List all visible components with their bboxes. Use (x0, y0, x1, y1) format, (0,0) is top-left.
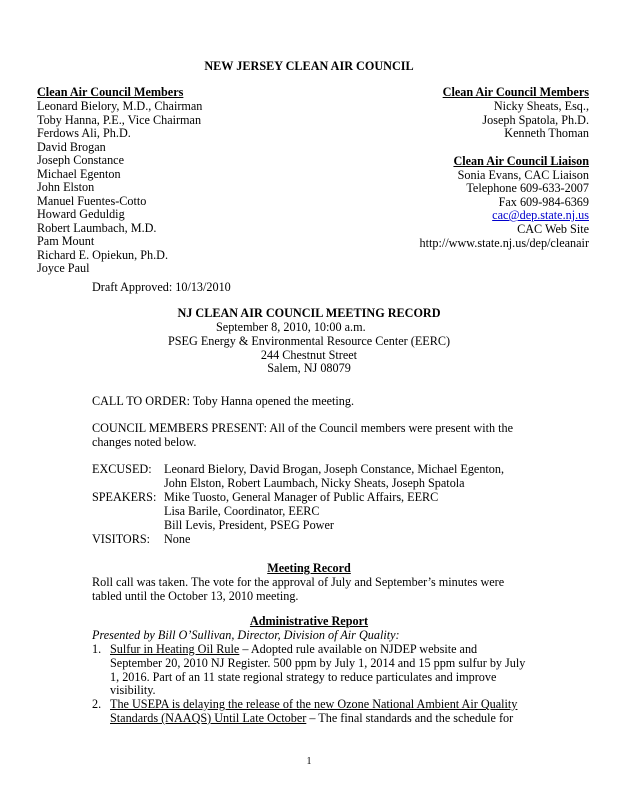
meeting-record-line-1: Roll call was taken. The vote for the approval of July and September’s minutes were (92, 575, 505, 589)
speaker-1: Mike Tuosto, General Manager of Public Affairs, EERC (164, 490, 439, 504)
item-2-rest: – The final standards and the schedule for (306, 711, 514, 725)
presented-by: Presented by Bill O’Sullivan, Director, Division of Air Quality: (92, 628, 400, 642)
item-1-number: 1. (92, 642, 102, 656)
record-heading: NJ CLEAN AIR COUNCIL MEETING RECORD (177, 306, 441, 320)
left-member-item: Joseph Constance (37, 153, 124, 167)
item-2-line-2 (110, 712, 513, 726)
item-1-line-3: 1, 2016. Part of an 11 state regional strategy to reduce particulates and improve (110, 670, 497, 684)
left-member-item: Robert Laumbach, M.D. (37, 220, 157, 235)
left-members-header: Clean Air Council Members (37, 85, 184, 99)
draft-approved: Draft Approved: 10/13/2010 (92, 280, 231, 294)
item-2-title-line-2: Standards (NAAQS) Until Late October (110, 711, 307, 725)
left-member-item: Ferdows Ali, Ph.D. (37, 126, 131, 140)
visitors-label: VISITORS: (92, 532, 151, 546)
speaker-3: Bill Levis, President, PSEG Power (164, 518, 334, 532)
website-label: CAC Web Site (517, 222, 589, 236)
right-member-item: Nicky Sheats, Esq., (493, 99, 589, 113)
record-date: September 8, 2010, 10:00 a.m. (216, 320, 366, 334)
item-2-number: 2. (92, 697, 102, 711)
item-1-rest: – Adopted rule available on NJDEP website and (239, 642, 478, 656)
liaison-email-link[interactable]: cac@dep.state.nj.us (492, 208, 589, 222)
left-member-item: Pam Mount (37, 234, 95, 248)
excused-line-1: Leonard Bielory, David Brogan, Joseph Constance, Michael Egenton, (164, 462, 505, 476)
left-members-list (37, 100, 202, 276)
left-member-item: Michael Egenton (37, 166, 121, 181)
liaison-name: Sonia Evans, CAC Liaison (457, 168, 589, 182)
speakers-label: SPEAKERS: (92, 490, 157, 504)
item-1-title: Sulfur in Heating Oil Rule (110, 642, 240, 656)
admin-report-heading: Administrative Report (249, 614, 369, 628)
website-url[interactable]: http://www.state.nj.us/dep/cleanair (419, 236, 589, 250)
left-member-item: David Brogan (37, 139, 106, 154)
meeting-record-heading: Meeting Record (267, 561, 351, 575)
liaison-fax: Fax 609-984-6369 (498, 195, 589, 209)
left-member-item: Joyce Paul (37, 261, 90, 275)
liaison-header: Clean Air Council Liaison (453, 154, 589, 168)
record-street: 244 Chestnut Street (260, 348, 358, 362)
page-number: 1 (306, 756, 312, 767)
excused-line-2: John Elston, Robert Laumbach, Nicky Sheats, Joseph Spatola (164, 476, 465, 490)
right-member-item: Kenneth Thoman (504, 126, 589, 140)
visitors-value: None (164, 532, 191, 546)
right-members-header: Clean Air Council Members (442, 85, 589, 99)
meeting-record-line-2: tabled until the October 13, 2010 meeting. (92, 589, 299, 603)
left-member-item: Toby Hanna, P.E., Vice Chairman (37, 112, 202, 127)
record-city: Salem, NJ 08079 (267, 361, 351, 375)
right-members-list (482, 100, 589, 141)
right-member-item: Joseph Spatola, Ph.D. (482, 112, 589, 127)
call-to-order: CALL TO ORDER: Toby Hanna opened the meeting. (92, 394, 355, 408)
left-member-item: John Elston (37, 180, 95, 194)
present-line-2: changes noted below. (92, 435, 197, 449)
item-1-line-1 (110, 643, 477, 657)
excused-label: EXCUSED: (92, 462, 152, 476)
record-venue: PSEG Energy & Environmental Resource Center (EERC) (167, 334, 451, 348)
left-member-item: Manuel Fuentes-Cotto (37, 193, 147, 208)
left-member-item: Howard Geduldig (37, 207, 125, 221)
item-1-line-4: visibility. (110, 683, 156, 697)
speaker-2: Lisa Barile, Coordinator, EERC (164, 504, 320, 518)
item-2-title-line-1: The USEPA is delaying the release of the new Ozone National Ambient Air Quality (110, 697, 518, 711)
left-member-item: Richard E. Opiekun, Ph.D. (37, 247, 168, 262)
left-member-item: Leonard Bielory, M.D., Chairman (37, 99, 203, 113)
liaison-telephone: Telephone 609-633-2007 (466, 181, 589, 195)
page-title: NEW JERSEY CLEAN AIR COUNCIL (204, 59, 414, 73)
item-1-line-2: September 20, 2010 NJ Register. 500 ppm by July 1, 2014 and 15 ppm sulfur by July (110, 656, 526, 670)
present-line-1: COUNCIL MEMBERS PRESENT: All of the Council members were present with the (92, 421, 514, 435)
